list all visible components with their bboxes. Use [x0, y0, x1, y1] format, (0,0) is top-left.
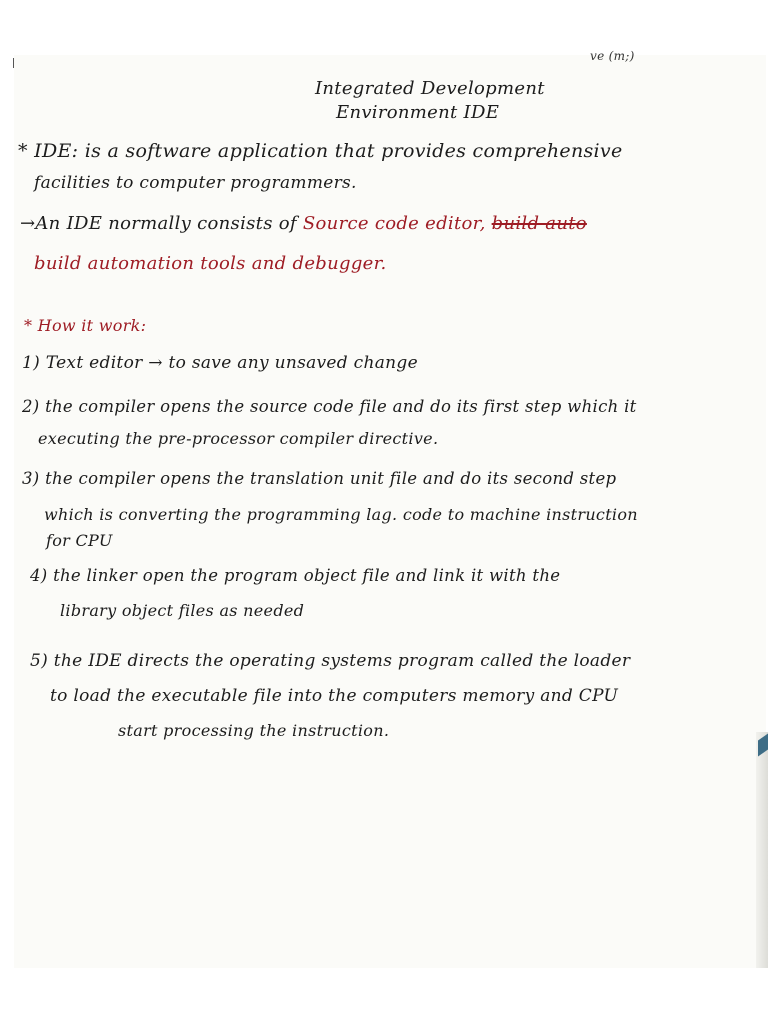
page-title-line-2: Environment IDE	[336, 102, 500, 123]
ide-definition-line-1: * IDE: is a software application that provides comprehensive	[18, 140, 623, 162]
top-margin	[0, 0, 768, 55]
ide-components-highlight: Source code editor,	[302, 213, 486, 234]
step-3-line-1: 3) the compiler opens the translation unit file and do its second step	[22, 469, 617, 488]
page-edge-mark	[13, 58, 14, 68]
ide-components-line-2: build automation tools and debugger.	[34, 253, 387, 274]
step-5-line-2: to load the executable file into the computers memory and CPU	[50, 686, 619, 706]
ide-definition-line-2: facilities to computer programmers.	[34, 173, 357, 193]
ide-components-line-1	[20, 213, 587, 234]
step-1-line-1: 1) Text editor → to save any unsaved change	[22, 353, 418, 373]
page-title-line-1: Integrated Development	[315, 78, 545, 99]
step-2-line-2: executing the pre-processor compiler directive.	[38, 429, 439, 448]
crossed-out-text: build auto	[491, 213, 587, 234]
step-4-line-1: 4) the linker open the program object file and link it with the	[30, 566, 561, 585]
step-2-line-1: 2) the compiler opens the source code file and do its first step which it	[22, 397, 637, 416]
step-3-line-3: for CPU	[46, 531, 113, 550]
how-it-works-heading: * How it work:	[24, 316, 147, 335]
step-5-line-1: 5) the IDE directs the operating systems program called the loader	[30, 651, 631, 671]
bottom-margin	[0, 968, 768, 1024]
step-3-line-2: which is converting the programming lag. code to machine instruction	[44, 505, 638, 524]
step-4-line-2: library object files as needed	[60, 601, 305, 620]
page-curl-shadow	[756, 732, 768, 968]
corner-note: ve (m;)	[590, 49, 635, 63]
ide-components-lead: →An IDE normally consists of	[20, 213, 297, 234]
step-5-line-3: start processing the instruction.	[118, 721, 390, 740]
